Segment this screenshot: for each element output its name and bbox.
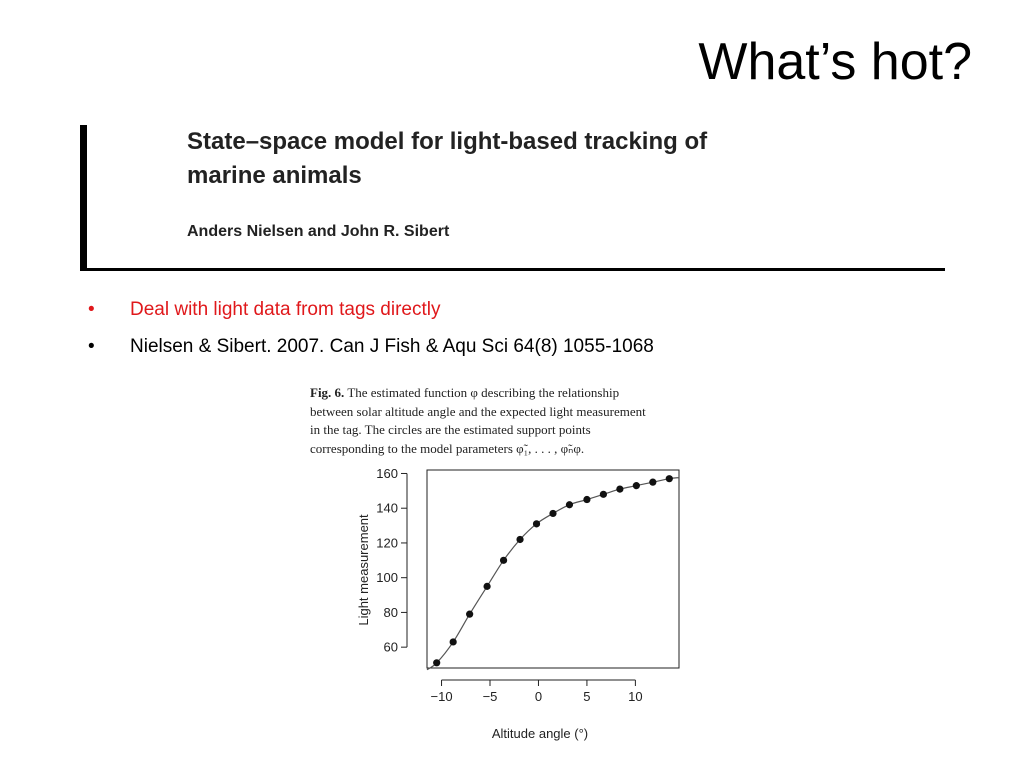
data-point: [649, 479, 656, 486]
data-point: [566, 501, 573, 508]
figure-caption-line-3: in the tag. The circles are the estimated support points: [310, 422, 591, 437]
data-point: [500, 557, 507, 564]
data-point: [516, 536, 523, 543]
figure-caption: [310, 384, 725, 458]
light-curve-chart: [340, 460, 700, 750]
y-tick-label: 160: [376, 465, 398, 481]
data-point: [450, 638, 457, 645]
bullet-list: [88, 296, 654, 370]
data-point: [616, 486, 623, 493]
plot-frame: [427, 470, 679, 668]
series-points: [433, 475, 673, 666]
data-point: [433, 659, 440, 666]
bullet-item-light-data: [88, 296, 654, 333]
bullet-marker: •: [88, 299, 95, 320]
data-point: [583, 496, 590, 503]
series-line: [427, 478, 679, 670]
figure-caption-line-4: corresponding to the model parameters φ̃₁, . . . , φ̃ₙφ.: [310, 440, 585, 456]
paper-title-line-1: State–space model for light-based tracking of: [187, 128, 708, 155]
figure-caption-label: Fig. 6.: [310, 385, 345, 400]
paper-header-box: [80, 125, 945, 271]
bullet-text: Nielsen & Sibert. 2007. Can J Fish & Aqu Sci 64(8) 1055-1068: [130, 336, 654, 357]
y-tick-label: 60: [383, 639, 398, 655]
x-axis-label: Altitude angle (°): [491, 726, 589, 741]
data-point: [600, 491, 607, 498]
bullet-marker: •: [88, 336, 95, 357]
data-point: [633, 482, 640, 489]
y-axis-label: Light measurement: [356, 514, 371, 626]
bullet-item-citation: [88, 333, 654, 370]
data-point: [483, 583, 490, 590]
data-point: [533, 520, 540, 527]
bullet-text: Deal with light data from tags directly: [130, 299, 441, 320]
x-tick-label: −10: [430, 689, 453, 704]
x-axis: [431, 680, 643, 704]
paper-title-line-2: marine animals: [187, 162, 362, 189]
y-tick-label: 140: [376, 500, 398, 516]
y-axis: [376, 466, 407, 655]
paper-title: [187, 125, 947, 193]
x-tick-label: 10: [628, 689, 643, 704]
data-point: [549, 510, 556, 517]
y-tick-label: 100: [376, 570, 398, 586]
figure-caption-line-2: between solar altitude angle and the expected light measurement: [310, 403, 646, 419]
figure-caption-line-1: The estimated function φ describing the relationship: [347, 385, 620, 400]
y-tick-label: 80: [383, 604, 398, 620]
data-point: [466, 611, 473, 618]
data-point: [666, 475, 673, 482]
x-tick-label: 5: [583, 689, 591, 704]
x-tick-label: −5: [482, 689, 498, 704]
y-tick-label: 120: [376, 535, 398, 551]
slide-title: What’s hot?: [698, 33, 972, 91]
x-tick-label: 0: [534, 689, 543, 704]
paper-authors: Anders Nielsen and John R. Sibert: [187, 223, 450, 240]
